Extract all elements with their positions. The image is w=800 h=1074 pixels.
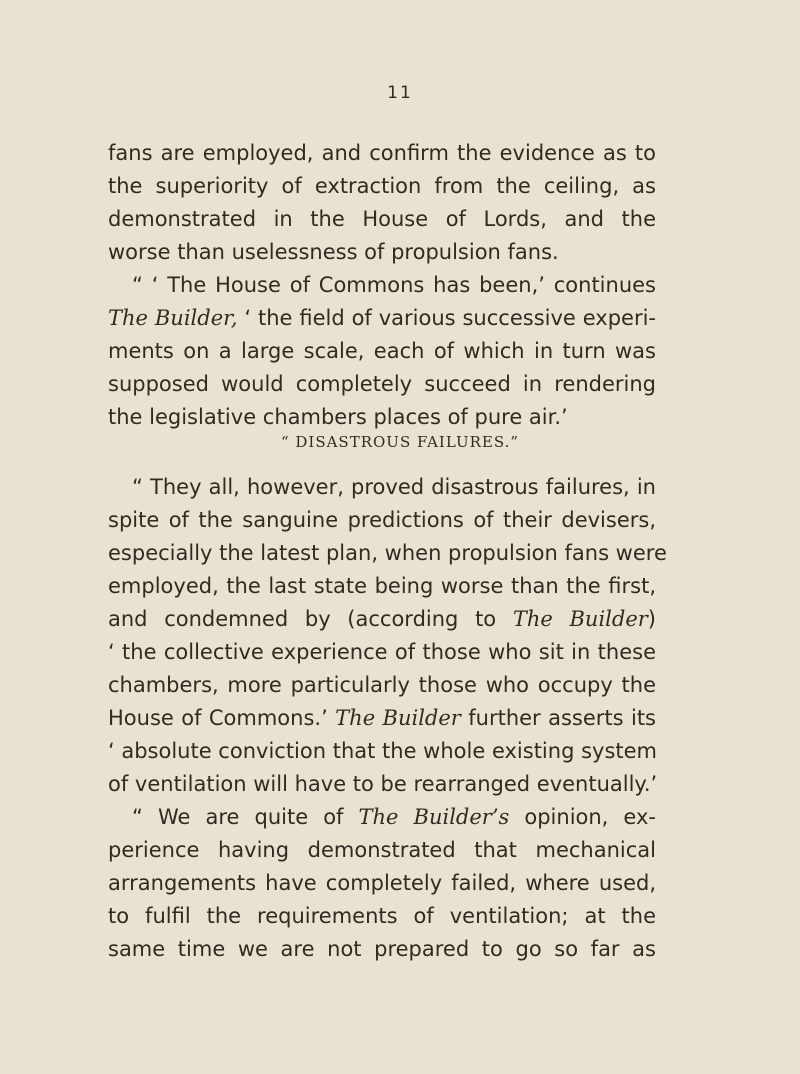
text-line: spite of the sanguine predictions of their devisers,: [108, 508, 656, 532]
text-line: ‘ the collective experience of those who sit in these: [108, 640, 656, 664]
text-run: “ We are quite of: [132, 805, 359, 829]
text-line: demonstrated in the House of Lords, and the: [108, 207, 656, 231]
section-heading: “ DISASTROUS FAILURES.”: [280, 433, 520, 451]
text-line: perience having demonstrated that mechanical: [108, 838, 656, 862]
text-line: employed, the last state being worse than the first,: [108, 574, 656, 598]
text-line: “ ‘ The House of Commons has been,’ continues: [132, 273, 656, 297]
text-run: opinion, ex-: [509, 805, 656, 829]
text-line: “ They all, however, proved disastrous failures, in: [132, 475, 656, 499]
italic-title: The Builder: [335, 706, 461, 730]
text-line: fans are employed, and confirm the evidence as to: [108, 141, 656, 165]
text-run: ‘ the field of various successive experi-: [237, 306, 656, 330]
text-line: [108, 702, 656, 735]
paragraph-1: [108, 137, 656, 269]
text-line: ments on a large scale, each of which in turn was: [108, 339, 656, 363]
text-line: [108, 603, 656, 636]
page-number: 11: [387, 83, 413, 103]
text-run: and condemned by (according to: [108, 607, 513, 631]
text-line: chambers, more particularly those who occupy the: [108, 673, 656, 697]
text-line: arrangements have completely failed, where used,: [108, 871, 656, 895]
text-line: [108, 302, 656, 335]
text-run: ): [647, 607, 656, 631]
text-line: ‘ absolute conviction that the whole existing system: [108, 739, 658, 763]
italic-title: The Builder,: [108, 306, 238, 330]
italic-title: The Builder’s: [358, 805, 510, 829]
text-line: supposed would completely succeed in rendering: [108, 372, 656, 396]
italic-title: The Builder: [512, 607, 648, 631]
text-run: further asserts its: [460, 706, 657, 730]
text-line: the superiority of extraction from the ceiling, as: [108, 174, 656, 198]
text-line: to fulfil the requirements of ventilation; at the: [108, 904, 656, 928]
text-line: the legislative chambers places of pure air.’: [108, 405, 568, 429]
text-line: same time we are not prepared to go so far as: [108, 937, 656, 961]
text-line: worse than uselessness of propulsion fans.: [108, 240, 559, 264]
text-line: especially the latest plan, when propulsion fans were: [108, 541, 667, 565]
text-line: of ventilation will have to be rearranged eventually.’: [108, 772, 658, 796]
paragraph-2: [108, 269, 656, 434]
text-run: House of Commons.’: [108, 706, 336, 730]
paragraph-4: [108, 801, 656, 966]
paragraph-3: [108, 471, 667, 801]
text-line: [108, 801, 656, 834]
